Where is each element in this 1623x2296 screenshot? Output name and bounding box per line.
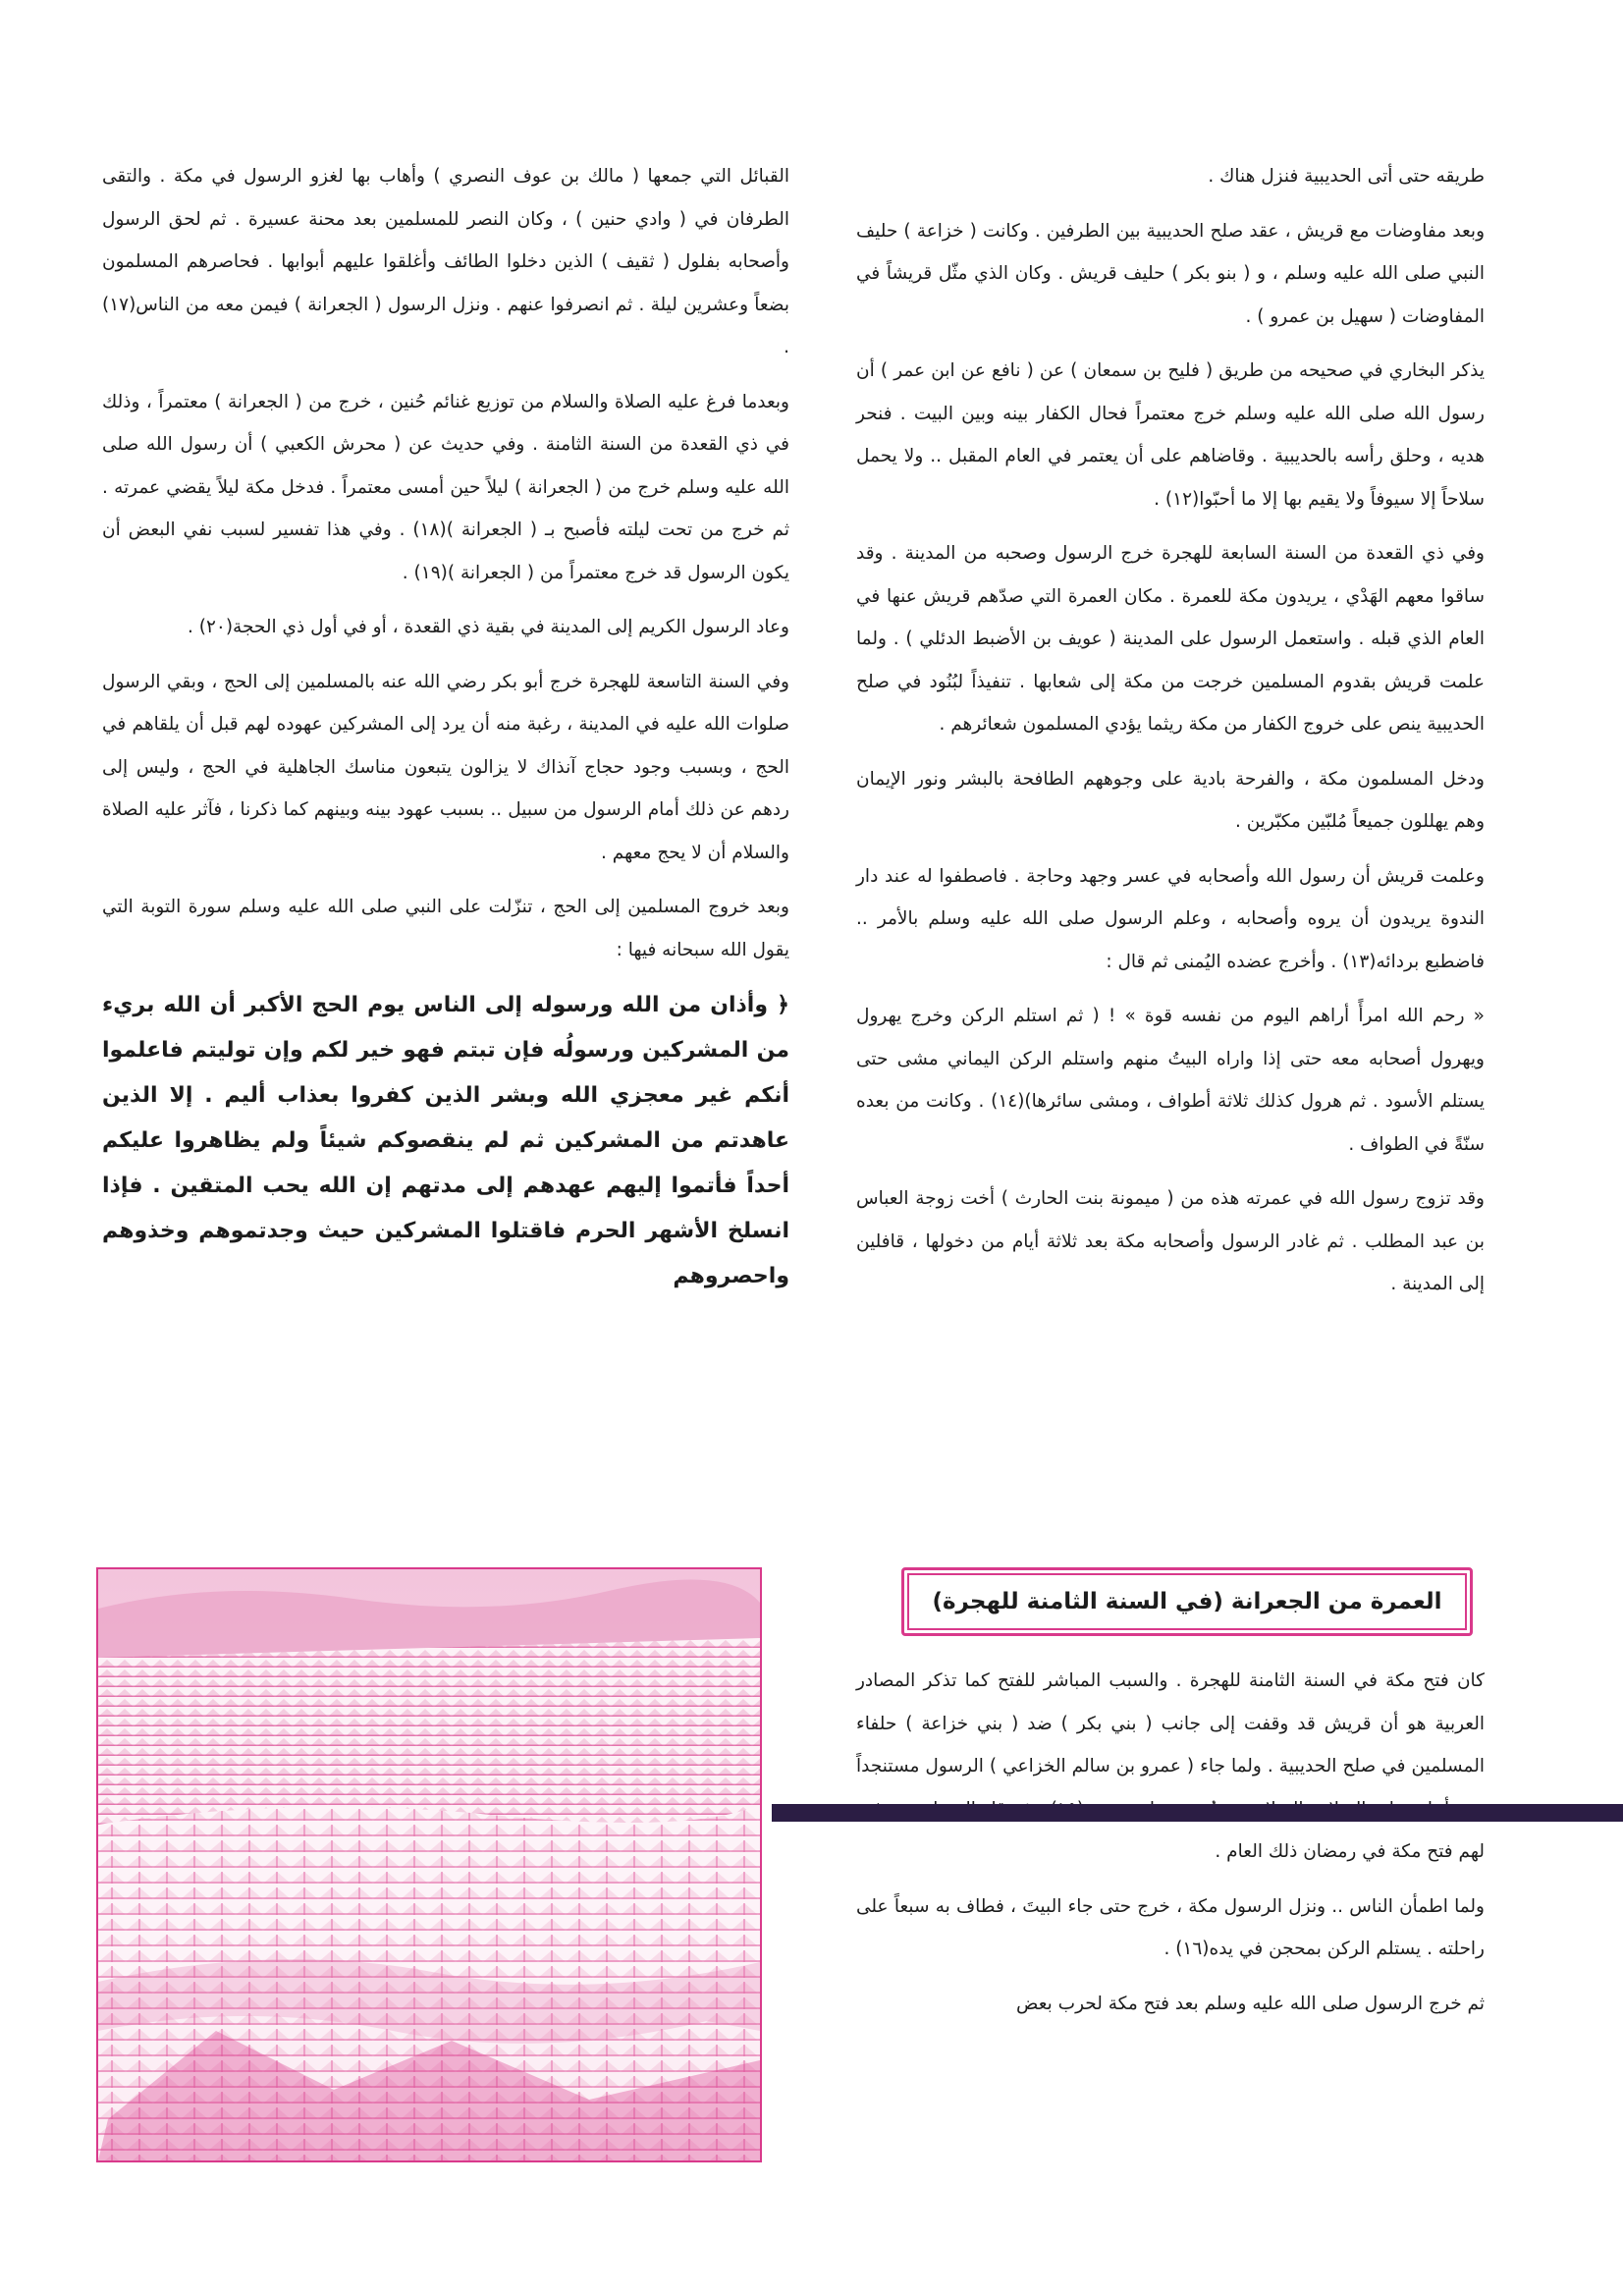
left-column	[102, 155, 789, 1299]
paragraph: ولما اطمأن الناس .. ونزل الرسول مكة ، خرج حتى جاء البيتَ ، فطاف به سبعاً على راحلته . يستلم الركن بمحجن في يده(١٦) .	[856, 1895, 1485, 1959]
paragraph: يذكر البخاري في صحيحه من طريق ( فليح بن سمعان ) عن ( نافع عن ابن عمر ) أن رسول الله صلى الله عليه وسلم خرج معتمراً فحال الكفار بينه وبين البيت . فنحر هديه ، وحلق رأسه بالحديبية . وقاضاهم على أن يعتمر في العام المقبل .. ولا يحمل سلاحاً إلا سيوفاً ولا يقيم بها إلا ما أحبّوا(١٢) .	[856, 360, 1485, 510]
paragraph: وبعدما فرغ عليه الصلاة والسلام من توزيع غنائم حُنين ، خرج من ( الجعرانة ) معتمراً ، وذلك في ذي القعدة من السنة الثامنة . وفي حديث عن ( محرش الكعبي ) أن رسول الله صلى الله عليه وسلم خرج من ( الجعرانة ) ليلاً حين أمسى معتمراً . فدخل مكة ليلاً يقضي عمرته . ثم خرج من تحت ليلته فأصبح بـ ( الجعرانة )(١٨) . وفي هذا تفسير لسبب نفي البعض أن يكون الرسول قد خرج معتمراً من ( الجعرانة )(١٩) .	[102, 391, 789, 583]
paragraph: وعلمت قريش أن رسول الله وأصحابه في عسر وجهد وحاجة . فاصطفوا له عند دار الندوة يريدون أن يروه وأصحابه ، وعلم الرسول صلى الله عليه وسلم بالأمر .. فاضطبع بردائه(١٣) . وأخرج عضده اليُمنى ثم قال :	[856, 865, 1485, 972]
section-heading-box	[901, 1567, 1473, 1636]
right-column-lower	[856, 1660, 1485, 2037]
paragraph: وبعد خروج المسلمين إلى الحج ، تنزّلت على النبي صلى الله عليه وسلم سورة التوبة التي يقول الله سبحانه فيها :	[102, 897, 789, 960]
section-heading: العمرة من الجعرانة (في السنة الثامنة للهجرة)	[932, 1589, 1442, 1614]
paragraph: وبعد مفاوضات مع قريش ، عقد صلح الحديبية بين الطرفين . وكانت ( خزاعة ) حليف النبي صلى الله عليه وسلم ، و ( بنو بكر ) حليف قريش . وكان الذي مثّل قريشاً في المفاوضات ( سهيل بن عمرو ) .	[856, 220, 1485, 327]
paragraph: ثم خرج الرسول صلى الله عليه وسلم بعد فتح مكة لحرب بعض	[1016, 1993, 1485, 2014]
right-column	[856, 155, 1485, 1318]
photo-image	[98, 1569, 760, 2160]
paragraph: « رحم الله امرأً أراهم اليوم من نفسه قوة » ! ( ثم استلم الركن وخرج يهرول ويهرول أصحابه معه حتى إذا واراه البيتُ منهم واستلم الركن اليماني مشى حتى يستلم الأسود . ثم هرول كذلك ثلاثة أطواف ، ومشى سائرها)(١٤) . وكانت من بعده سنّةً في الطواف .	[856, 1006, 1485, 1155]
tent-city-photo	[96, 1567, 762, 2162]
paragraph: القبائل التي جمعها ( مالك بن عوف النصري ) وأهاب بها لغزو الرسول في مكة . والتقى الطرفان في ( وادي حنين ) ، وكان النصر للمسلمين بعد محنة عسيرة . ثم لحق الرسول وأصحابه بفلول ( ثقيف ) الذين دخلوا الطائف وأغلقوا عليهم أبوابها . فحاصرهم المسلمون بضعاً وعشرين ليلة . ثم انصرفوا عنهم . ونزل الرسول ( الجعرانة ) فيمن معه من الناس(١٧) .	[102, 166, 789, 357]
quran-verse: ﴿ وأذان من الله ورسوله إلى الناس يوم الحج الأكبر أن الله بريء من المشركين ورسولُه فإن تبتم فهو خير لكم وإن توليتم فاعلموا أنكم غير معجزي الله وبشر الذين كفروا بعذاب أليم . إلا الذين عاهدتم من المشركين ثم لم ينقصوكم شيئاً ولم يظاهروا عليكم أحداً فأتموا إليهم عهدهم إلى مدتهم إن الله يحب المتقين . فإذا انسلخ الأشهر الحرم فاقتلوا المشركين حيث وجدتموهم وخذوهم واحصروهم	[102, 993, 789, 1288]
paragraph: وفي السنة التاسعة للهجرة خرج أبو بكر رضي الله عنه بالمسلمين إلى الحج ، وبقي الرسول صلوات الله عليه في المدينة ، رغبة منه أن يرد إلى المشركين عهوده لهم قبل أن يلقاهم في الحج ، وبسبب وجود حجاج آنذاك لا يزالون يتبعون مناسك الجاهلية في الحج ، وليس إلى ردهم عن ذلك أمام الرسول من سبيل .. بسبب عهود بينه وبينهم كما ذكرنا ، فآثر عليه الصلاة والسلام أن لا يحج معهم .	[102, 671, 789, 863]
paragraph: وقد تزوج رسول الله في عمرته هذه من ( ميمونة بنت الحارث ) أخت زوجة العباس بن عبد المطلب . ثم غادر الرسول وأصحابه مكة بعد ثلاثة أيام من دخولها ، قافلين إلى المدينة .	[856, 1188, 1485, 1294]
paragraph: ودخل المسلمون مكة ، والفرحة بادية على وجوههم الطافحة بالبشر ونور الإيمان وهم يهللون جميعاً مُلبّين مكبّرين .	[856, 768, 1485, 832]
paragraph: طريقه حتى أتى الحديبية فنزل هناك .	[1208, 166, 1485, 187]
paragraph: كان فتح مكة في السنة الثامنة للهجرة . والسبب المباشر للفتح كما تذكر المصادر العربية هو أن قريش قد وقفت إلى جانب ( بني بكر ) ضد ( بني خزاعة ) حلفاء المسلمين في صلح الحديبية . ولما جاء ( عمرو بن سالم الخزاعي ) الرسول مستنجداً لهم فتح مكة في رمضان ذلك العام .	[856, 1670, 1485, 1862]
scan-artifact-bar	[772, 1804, 1623, 1822]
paragraph: وعاد الرسول الكريم إلى المدينة في بقية ذي القعدة ، أو في أول ذي الحجة(٢٠) .	[187, 617, 789, 637]
paragraph: وفي ذي القعدة من السنة السابعة للهجرة خرج الرسول وصحبه من المدينة . وقد ساقوا معهم الهَدْي ، يريدون مكة للعمرة . مكان العمرة التي صدّهم قريش عنها في العام الذي قبله . واستعمل الرسول على المدينة ( عويف بن الأضبط الدئلي ) . ولما علمت قريش بقدوم المسلمين خرجت من مكة إلى شعابها . تنفيذاً لبُنُود في صلح الحديبية ينص على خروج الكفار من مكة ريثما يؤدي المسلمون شعائرهم .	[856, 543, 1485, 735]
